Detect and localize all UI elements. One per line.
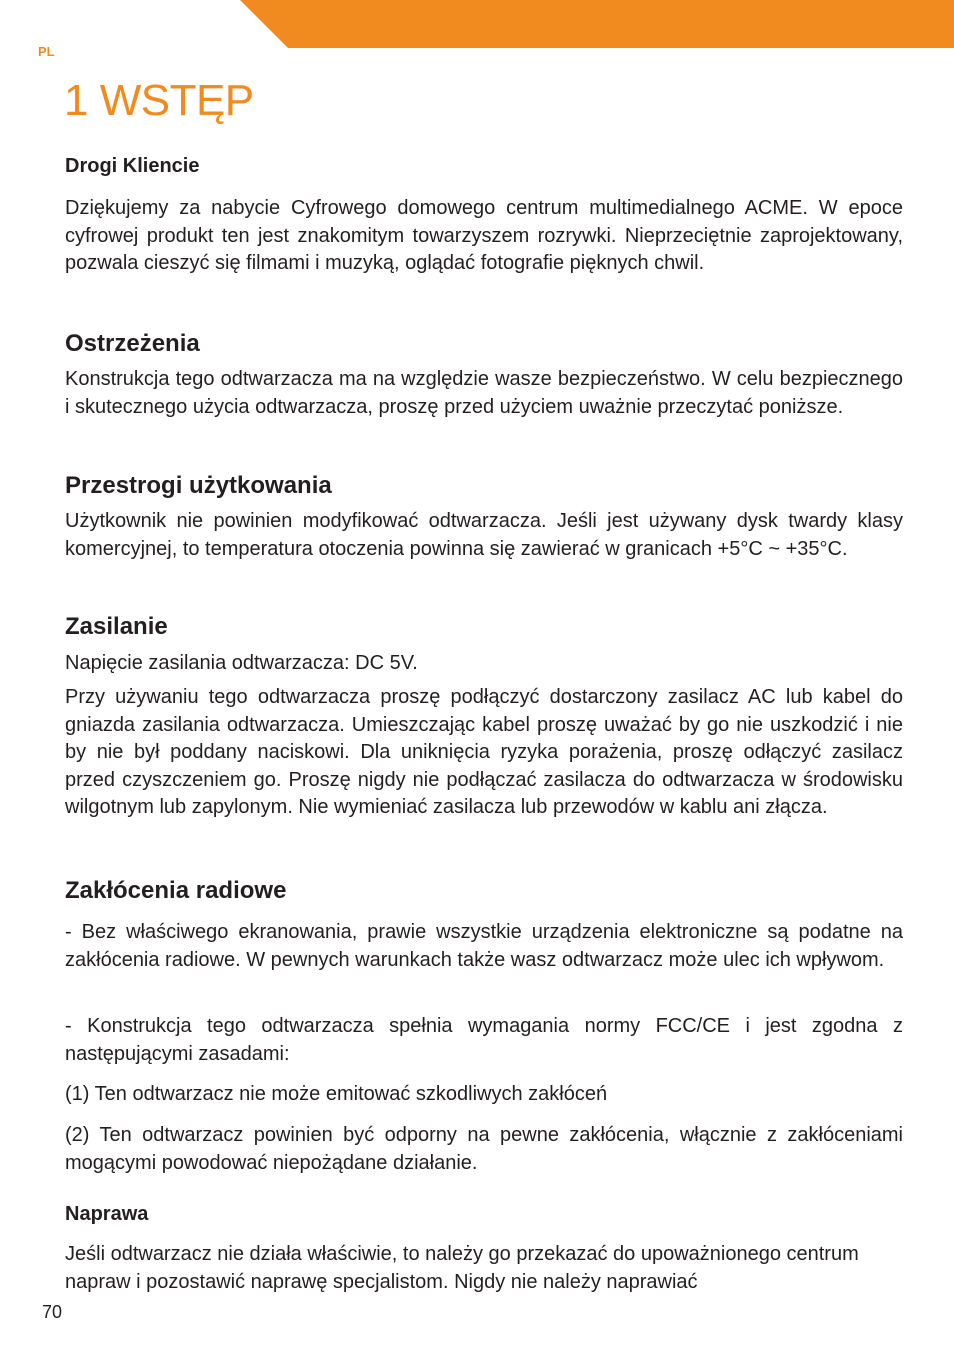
paragraph-interference-rule-1: (1) Ten odtwarzacz nie może emitować szkodliwych zakłóceń: [65, 1083, 608, 1105]
page-number: 70: [42, 1302, 63, 1322]
paragraph-repair: Jeśli odtwarzacz nie działa właściwie, to należy go przekazać do upoważnionego centrum napraw i pozostawić naprawę specjalistom. Nigdy nie należy naprawiać: [65, 1243, 859, 1293]
paragraph-usage-cautions: Użytkownik nie powinien modyfikować odtwarzacza. Jeśli jest używany dysk twardy klasy komercyjnej, to temperatura otoczenia powinna się zawierać w granicach +5°C ~ +35°C.: [65, 510, 903, 560]
section-heading-drogi-kliencie: Drogi Kliencie: [65, 155, 200, 177]
page-title: 1 WSTĘP: [64, 76, 254, 125]
paragraph-interference-fcc: - Konstrukcja tego odtwarzacza spełnia wymagania normy FCC/CE i jest zgodna z następującymi zasadami:: [65, 1015, 903, 1065]
paragraph-power-voltage: Napięcie zasilania odtwarzacza: DC 5V.: [65, 652, 418, 674]
paragraph-warnings: Konstrukcja tego odtwarzacza ma na względzie wasze bezpieczeństwo. W celu bezpiecznego i skutecznego użycia odtwarzacza, proszę przed użyciem uważnie przeczytać poniższe.: [65, 368, 903, 418]
paragraph-interference-rule-2: (2) Ten odtwarzacz powinien być odporny na pewne zakłócenia, włącznie z zakłóceniami mogącymi powodować niepożądane działanie.: [65, 1124, 903, 1174]
section-heading-przestrogi: Przestrogi użytkowania: [65, 472, 332, 499]
orange-header-banner: [0, 0, 954, 48]
section-heading-zaklocenia: Zakłócenia radiowe: [65, 877, 287, 904]
language-tag: PL: [38, 44, 55, 59]
section-heading-zasilanie: Zasilanie: [65, 613, 168, 640]
paragraph-power-details: Przy używaniu tego odtwarzacza proszę podłączyć dostarczony zasilacz AC lub kabel do gniazda zasilania odtwarzacza. Umieszczając kabel proszę uważać by go nie uszkodzić i nie by nie był poddany naciskowi. Dla uniknięcia ryzyka porażenia, proszę odłączyć zasilacz przed czyszczeniem go. Proszę nigdy nie podłączać zasilacza do odtwarzacza w środowisku wilgotnym lub zapylonym. Nie wymieniać zasilacza lub przewodów w kablu ani złącza.: [65, 686, 903, 818]
section-heading-ostrzezenia: Ostrzeżenia: [65, 330, 200, 357]
paragraph-intro: Dziękujemy za nabycie Cyfrowego domowego centrum multimedialnego ACME. W epoce cyfrowej produkt ten jest znakomitym towarzyszem rozrywki. Nieprzeciętnie zaprojektowany, pozwala cieszyć się filmami i muzyką, oglądać fotografie pięknych chwil.: [65, 197, 903, 274]
section-heading-naprawa: Naprawa: [65, 1203, 149, 1225]
paragraph-interference-shielding: - Bez właściwego ekranowania, prawie wszystkie urządzenia elektroniczne są podatne na zakłócenia radiowe. W pewnych warunkach także wasz odtwarzacz może ulec ich wpływom.: [65, 921, 903, 971]
